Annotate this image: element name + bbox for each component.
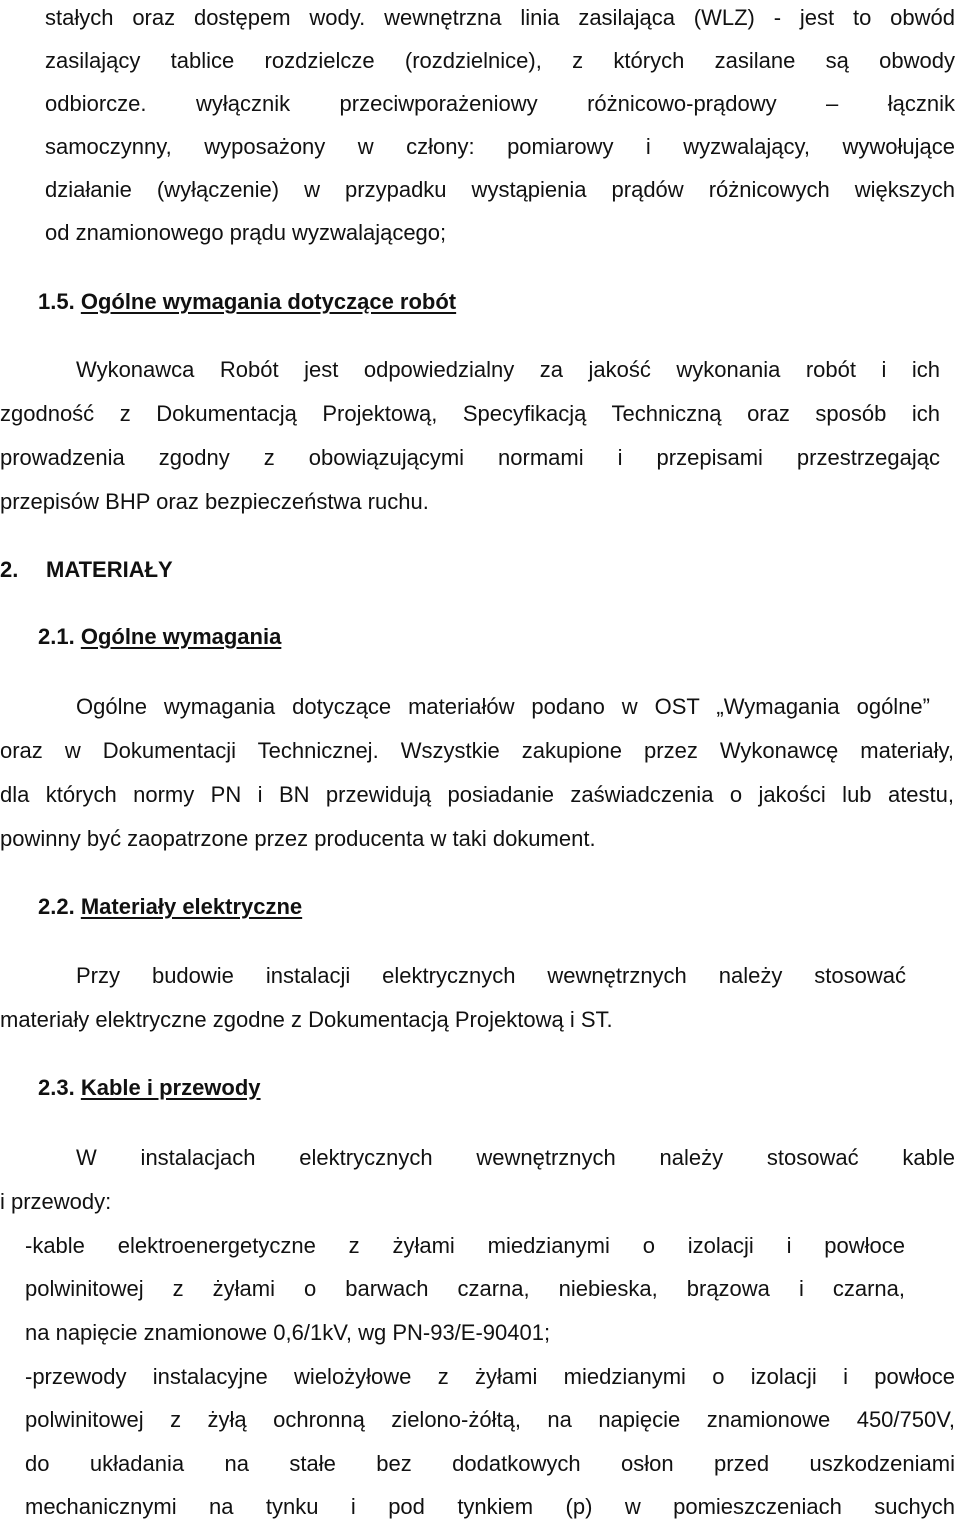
section-heading-2-3 — [38, 1075, 261, 1101]
paragraph-line: prowadzenia zgodny z obowiązującymi normami i przepisami przestrzegając — [0, 445, 940, 470]
paragraph-line: działanie (wyłączenie) w przypadku wystąpienia prądów różnicowych większych — [45, 177, 955, 202]
section-number: 2.3. — [38, 1075, 75, 1100]
section-heading-2-2 — [38, 894, 302, 920]
paragraph-line: oraz w Dokumentacji Technicznej. Wszystkie zakupione przez Wykonawcę materiały, — [0, 738, 954, 763]
paragraph-line: materiały elektryczne zgodne z Dokumentacją Projektową i ST. — [0, 1007, 613, 1032]
section-heading-1-5 — [38, 289, 456, 315]
paragraph-line: od znamionowego prądu wyzwalającego; — [45, 220, 447, 245]
paragraph-line: W instalacjach elektrycznych wewnętrznych należy stosować kable — [76, 1145, 955, 1170]
section-title: Materiały elektryczne — [80, 894, 303, 919]
paragraph-line: Ogólne wymagania dotyczące materiałów podano w OST „Wymagania ogólne” — [76, 694, 930, 719]
paragraph-line: odbiorcze. wyłącznik przeciwporażeniowy różnicowo-prądowy – łącznik — [45, 91, 955, 116]
section-title: Kable i przewody — [80, 1075, 261, 1100]
paragraph-line: dla których normy PN i BN przewidują posiadanie zaświadczenia o jakości lub atestu, — [0, 782, 954, 807]
section-title: MATERIAŁY — [46, 557, 173, 582]
list-item-line: polwinitowej z żyłami o barwach czarna, niebieska, brązowa i czarna, — [25, 1276, 905, 1301]
section-number: 2.1. — [38, 624, 75, 649]
list-item-line: mechanicznymi na tynku i pod tynkiem (p) w pomieszczeniach suchych — [25, 1494, 955, 1519]
section-heading-2 — [0, 557, 173, 583]
paragraph-line: samoczynny, wyposażony w człony: pomiarowy i wyzwalający, wywołujące — [45, 134, 955, 159]
section-title: Ogólne wymagania dotyczące robót — [80, 289, 457, 314]
paragraph-line: przepisów BHP oraz bezpieczeństwa ruchu. — [0, 489, 429, 514]
section-number: 2.2. — [38, 894, 75, 919]
section-heading-2-1 — [38, 624, 281, 650]
section-number: 1.5. — [38, 289, 75, 314]
list-item-line: na napięcie znamionowe 0,6/1kV, wg PN-93/E-90401; — [25, 1320, 551, 1345]
paragraph-line: Wykonawca Robót jest odpowiedzialny za jakość wykonania robót i ich — [76, 357, 940, 382]
paragraph-line: Przy budowie instalacji elektrycznych wewnętrznych należy stosować — [76, 963, 906, 988]
list-item-line: do układania na stałe bez dodatkowych osłon przed uszkodzeniami — [25, 1451, 955, 1476]
section-number: 2. — [0, 557, 19, 582]
paragraph-line: powinny być zaopatrzone przez producenta w taki dokument. — [0, 826, 596, 851]
list-item-line: -przewody instalacyjne wielożyłowe z żyłami miedzianymi o izolacji i powłoce — [25, 1364, 955, 1389]
paragraph-line: zasilający tablice rozdzielcze (rozdzielnice), z których zasilane są obwody — [45, 48, 955, 73]
paragraph-line: zgodność z Dokumentacją Projektową, Specyfikacją Techniczną oraz sposób ich — [0, 401, 940, 426]
paragraph-line: stałych oraz dostępem wody. wewnętrzna linia zasilająca (WLZ) - jest to obwód — [45, 5, 955, 30]
list-item-line: polwinitowej z żyłą ochronną zielono-żółtą, na napięcie znamionowe 450/750V, — [25, 1407, 955, 1432]
list-item-line: -kable elektroenergetyczne z żyłami miedzianymi o izolacji i powłoce — [25, 1233, 905, 1258]
paragraph-line: i przewody: — [0, 1189, 112, 1214]
section-title: Ogólne wymagania — [80, 624, 282, 649]
